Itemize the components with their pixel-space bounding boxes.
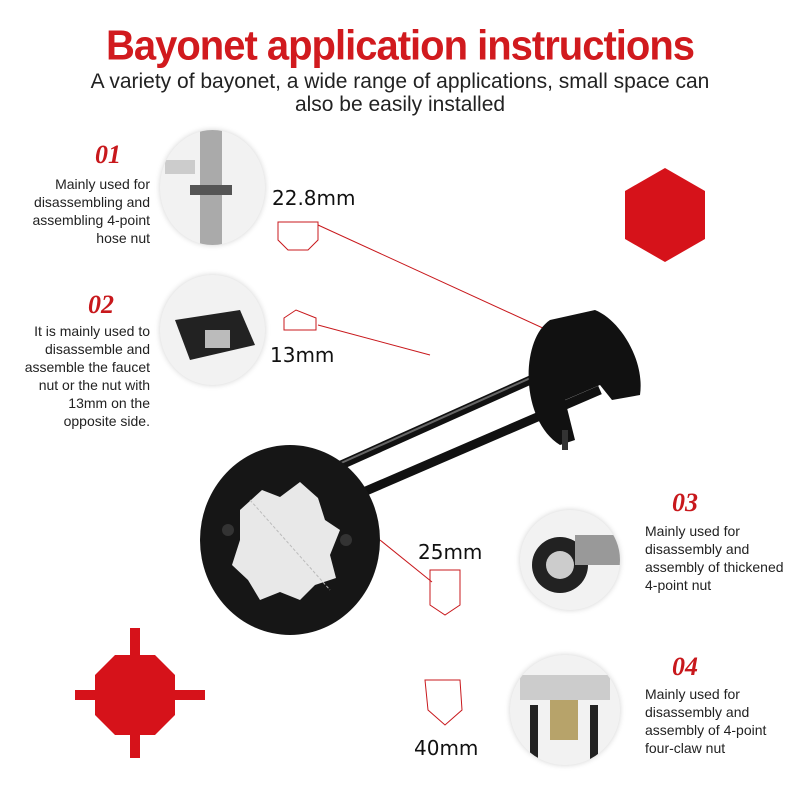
page-subtitle: A variety of bayonet, a wide range of applications, small space can also be easily installed: [90, 70, 710, 116]
item-04-text: Mainly used for disassembly and assembly of 4-point four-claw nut: [645, 686, 767, 756]
photo-thickened-nut: [520, 510, 620, 610]
item-01-text: Mainly used for disassembling and assembling 4-point hose nut: [32, 176, 150, 246]
item-02-number: 02: [88, 290, 114, 319]
dimension-label-13mm: 13mm: [270, 343, 335, 367]
item-02-text: It is mainly used to disassemble and assemble the faucet nut or the nut with 13mm on the opposite side.: [24, 323, 150, 429]
photo-faucet-nut: [160, 275, 265, 385]
item-01-number: 01: [95, 140, 121, 169]
item-03-text: Mainly used for disassembly and assembly of thickened 4-point nut: [645, 523, 784, 593]
dimension-label-25mm: 25mm: [418, 540, 483, 564]
dimension-label-40mm: 40mm: [414, 736, 479, 760]
photo-four-claw-nut: [510, 655, 620, 765]
dimension-label-22-8mm: 22.8mm: [272, 186, 356, 210]
hexagon-icon: [625, 168, 705, 262]
item-04-number: 04: [672, 652, 698, 681]
front-disc: [200, 445, 380, 635]
cross-nut-icon: [75, 628, 205, 758]
item-03-number: 03: [672, 488, 698, 517]
page-title: Bayonet application instructions: [105, 22, 695, 70]
photo-hose-nut: [160, 130, 265, 245]
back-plate: [529, 310, 641, 450]
